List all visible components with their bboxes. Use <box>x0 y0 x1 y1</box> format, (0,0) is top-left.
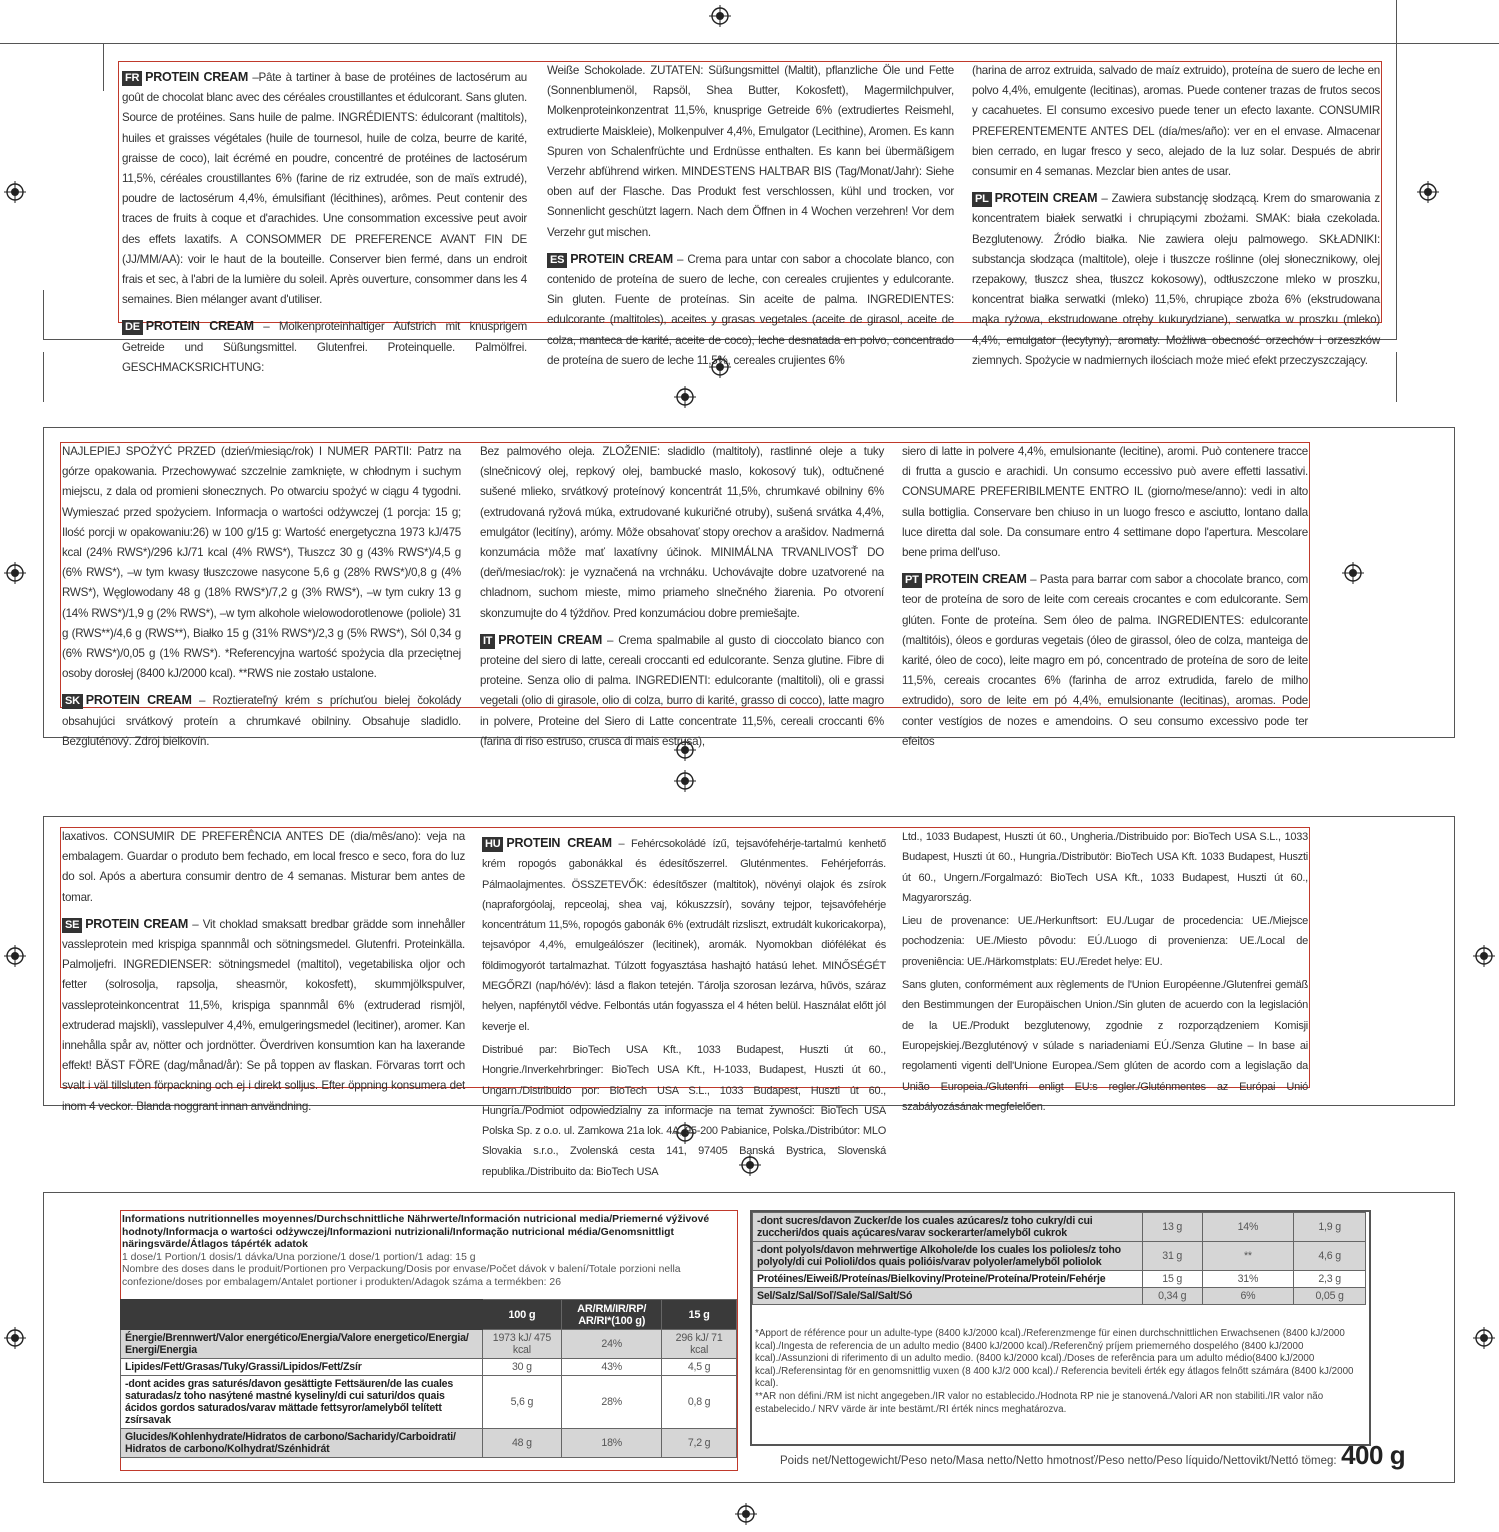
cut-line <box>103 43 104 91</box>
cut-line <box>1396 352 1397 402</box>
value-15g: 4,5 g <box>662 1359 737 1376</box>
nutrition-row <box>121 1359 737 1376</box>
text-paragraph <box>902 827 1308 908</box>
value-15g: 296 kJ/ 71 kcal <box>662 1330 737 1359</box>
registration-mark-icon <box>674 386 696 408</box>
language-badge: DE <box>122 320 143 335</box>
product-title: PROTEIN CREAM <box>570 251 673 266</box>
paragraph-text: Sans gluten, conformément aux règlements de l'Union Européenne./Glutenfrei gemäß den Bestimmungen der Europäischen Union./Sin gluten de acuerdo con la legislación de la UE./Produkt bezglutenowy, zgodnie z rozporządzeniem Komisji Europejskiej./Bezgluténový v súlade s nariadeniami EÚ./Senza Glutine – In base ai regolamenti vigenti dell'Unione Europea./Sem glúten de acordo com a legislação da União Europeia./Glutenfri enligt EU:s regler./Gluténmentes az Európai Unió szabályozásának megfelelően. <box>902 979 1308 1113</box>
nutrient-label: Lipides/Fett/Grasas/Tuky/Grassi/Lipidos/Fett/Zsír <box>121 1359 483 1376</box>
cut-line <box>1396 44 1397 339</box>
cut-line <box>43 1192 1455 1193</box>
registration-mark-icon <box>735 1503 757 1525</box>
paragraph-text: – Roztierateľný krém s príchuťou bielej čokolády obsahujúci srvátkový proteín a chrumkavé obilniny. Obsahuje sladidlo. Bezgluténový. Zdroj bielkovín. <box>62 694 461 748</box>
nutrient-label: -dont polyols/davon mehrwertige Alkohole/de los cuales los polioles/z toho polyoly/di cui Polioli/dos quais polióis/varav polyoler/amelyből poliolok <box>753 1242 1143 1271</box>
text-paragraph <box>972 188 1380 371</box>
paragraph-text: – Pasta para barrar com sabor a chocolate branco, com teor de proteína de soro de leite com cereais crocantes e com edulcorante. Sem glúten. Fonte de proteína. Sem óleo de palma. INGREDIENTES: edulcorante (maltitóis), óleos e gorduras vegetais (óleo de girassol, óleo de colza, manteiga de karité, óleo de coco), leite magro em pó, concentrado de proteína de soro de leite 11,5%, cereais crocantes 6% (farinha de arroz extrudida, farelo de milho extrudido), soro de leite em pó 4,4%, emulsionante (lecitinas), aromas. Pode conter vestígios de nozes e amendoins. O seu consumo excessivo pode ter efeitos <box>902 573 1308 748</box>
value-100g: 5,6 g <box>482 1376 562 1429</box>
paragraph-text: (harina de arroz extruida, salvado de maíz extruido), proteína de suero de leche en polvo 4,4%, emulgente (lecitinas), aromas. Puede contener trazas de frutos secos y cacahuetes. El consumo excesivo puede tener un efecto laxante. CONSUMIR PREFERENTEMENTE ANTES DEL (día/mes/año): ver en el envase. Almacenar bien cerrado, en lugar fresco y seco, alejado de la luz solar. Después de abrir consumir en 4 semanas. Mezclar bien antes de usar. <box>972 64 1380 179</box>
registration-mark-icon <box>4 562 26 584</box>
net-weight-label: Poids net/Nettogewicht/Peso neto/Masa netto/Netto hmotnosť/Peso netto/Peso líquido/Nettovikt/Nettó tömeg: <box>780 1455 1337 1467</box>
value-100g: 31 g <box>1142 1242 1202 1271</box>
value-ri: ** <box>1202 1242 1294 1271</box>
registration-mark-icon <box>4 181 26 203</box>
product-title: PROTEIN CREAM <box>85 916 189 931</box>
nutrition-row <box>121 1376 737 1429</box>
language-badge: IT <box>480 634 495 649</box>
registration-mark-icon <box>709 5 731 27</box>
value-15g: 4,6 g <box>1294 1242 1366 1271</box>
value-ri: 31% <box>1202 1271 1294 1288</box>
value-100g: 30 g <box>482 1359 562 1376</box>
nutrition-row <box>753 1288 1366 1305</box>
value-15g: 2,3 g <box>1294 1271 1366 1288</box>
language-badge: ES <box>547 253 567 268</box>
nutrition-header-100g: 100 g <box>482 1300 562 1330</box>
text-paragraph <box>902 569 1308 752</box>
language-badge: PL <box>972 192 992 207</box>
language-badge: HU <box>482 837 503 852</box>
nutrition-row <box>753 1213 1366 1242</box>
text-paragraph <box>62 914 465 1117</box>
footnote-ri-not-defined: **AR non défini./RM ist nicht angegeben./IR valor no establecido./Hodnota RP nie je stanovená./Valori AR non stabiliti./IR valor não estabelecido./ NRV värde är inte bestämt./RI érték nincs meghatározva. <box>755 1390 1324 1415</box>
net-weight <box>780 1440 1406 1471</box>
value-15g: 0,05 g <box>1294 1288 1366 1305</box>
language-badge: SE <box>62 918 82 933</box>
cut-line <box>0 43 1499 44</box>
paragraph-text: Ltd., 1033 Budapest, Huszti út 60., Ungheria./Distribuido por: BioTech USA S.L., 1033 Budapest, Huszti út 60., Hungria./Distributör: BioTech USA Kft. 1033 Budapest, Huszti út 60., Ungern./Forgalmazó: BioTech USA Kft., 1033 Budapest, Huszti út 60., Magyarország. <box>902 831 1308 904</box>
panel3-column-3 <box>902 827 1308 1113</box>
cut-line <box>43 290 44 340</box>
text-paragraph <box>62 690 461 752</box>
nutrition-row <box>121 1330 737 1359</box>
cut-line <box>43 1192 44 1482</box>
paragraph-text: – Fehércsokoládé ízű, tejsavófehérje-tartalmú kenhető krém ropogós gabonákkal és édesítőszerrel. Gluténmentes. Fehérjeforrás. Pálmaolajmentes. ÖSSZETEVŐK: édesítőszer (maltitok), növényi olajok és zsírok (napraforgóolaj, repceolaj, shea vaj, kókuszzsír), sovány tejpor, tejsavófehérje koncentrátum 11,5%, ropogós gabonák 6% (extrudált rizsliszt, extrudált kukoricakorpa), tejsavópor 4,4%, emulgeálószer (lecitinek), aromák. Nyomokban diófélékat és földimogyorót tartalmazhat. Túlzott fogyasztása hashajtó hatású lehet. MINŐSÉGÉT MEGŐRZI (nap/hó/év): lásd a flakon tetején. Tárolja szorosan lezárva, hűvös, száraz helyen, napfénytől védve. Felbontás után fogyassza el 4 héten belül. Használat előtt jól keverje el. <box>482 838 886 1033</box>
cut-line <box>43 427 44 737</box>
paragraph-text: Lieu de provenance: UE./Herkunftsort: EU./Lugar de procedencia: UE./Miejsce pochodzenia: UE./Miesto pôvodu: EÚ./Luogo di provenienza: UE./Local de proveniência: UE./Härkomstplats: EU./Eredet helye: EU. <box>902 915 1308 968</box>
nutrition-rows-right <box>753 1213 1366 1305</box>
language-badge: PT <box>902 573 922 588</box>
paragraph-text: – Crema spalmabile al gusto di cioccolato bianco con proteine del siero di latte, cereali croccanti ed edulcorante. Senza glutine. Fibre di proteine. Senza olio di palma. INGREDIENTI: edulcorante (maltitoli), oli e grassi vegetali (olio di girasole, olio di colza, burro di karité, grasso di cocco), latte magro in polvere, Proteine del Siero di Latte concentrate 11,5%, cereali croccanti 6% (farina di riso estruso, crusca di mais estrusa), <box>480 633 884 748</box>
value-ri: 43% <box>562 1359 662 1376</box>
panel2-column-3 <box>902 442 1308 748</box>
text-paragraph <box>482 833 886 1037</box>
nutrient-label: Sel/Salz/Sal/Soľ/Sale/Sal/Salt/Só <box>753 1288 1143 1305</box>
panel1-column-3 <box>972 61 1380 367</box>
product-title: PROTEIN CREAM <box>145 319 254 334</box>
nutrition-header-ri: AR/RM/IR/RP/ AR/RI*(100 g) <box>562 1300 662 1330</box>
nutrition-intro <box>122 1214 734 1289</box>
registration-mark-icon <box>1342 562 1364 584</box>
value-15g: 0,8 g <box>662 1376 737 1429</box>
paragraph-text: –Pâte à tartiner à base de protéines de lactosérum au goût de chocolat blanc avec des céréales croustillantes et édulcorant. Sans gluten. Source de protéines. Sans huile de palme. INGRÉDIENTS: édulcorant (maltitols), huiles et graisses végétales (huile de tournesol, huile de colza, beurre de karité, graisse de coco), lait écrémé en poudre, concentré de protéines de lactosérum 11,5%, céréales croustillantes 6% (farine de riz extrudée, son de maïs extrudé), poudre de lactosérum 4,4%, émulsifiant (lécithines), arômes. Peut contenir des traces de fruits à coque et d'arachides. Une consommation excessive peut avoir des effets laxatifs. A CONSOMMER DE PREFERENCE AVANT FIN DE (JJ/MM/AA): voir le haut de la bouteille. Conserver bien fermé, dans un endroit frais et sec, à l'abri de la lumière du soleil. Après ouverture, consommer dans les 4 semaines. Bien mélanger avant d'utiliser. <box>122 71 527 307</box>
paragraph-text: Weiße Schokolade. ZUTATEN: Süßungsmittel (Maltit), pflanzliche Öle und Fette (Sonnenblumenöl, Rapsöl, Shea Butter, Kokosfett), Magermilchpulver, Molkenproteinkonzentrat 11,5%, knusprige Getreide 6% (extrudiertes Reismehl, extrudierte Maiskleie), Molkenpulver 4,4%, Emulgator (Lecithine), Aromen. Es kann Spuren von Schalenfrüchte und Erdnüsse enthalten. Es kann bei übermäßigem Verzehr abführend wirken. MINDESTENS HALTBAR BIS (Tag/Monat/Jahr): Siehe oben auf der Flasche. Das Produkt fest verschlossen, kühl und trocken, vor Sonnenlicht geschützt lagern. Nach dem Öffnen in 4 Wochen verzehren! Vor dem Verzehr gut mischen. <box>547 64 954 239</box>
registration-mark-icon <box>4 1327 26 1349</box>
panel2-column-2 <box>480 442 884 748</box>
net-weight-value: 400 g <box>1341 1440 1406 1470</box>
nutrition-dose: 1 dose/1 Portion/1 dosis/1 dávka/Una porzione/1 dose/1 portion/1 adag: 15 g <box>122 1251 476 1263</box>
text-paragraph <box>122 316 527 378</box>
cut-line <box>1454 1192 1455 1482</box>
value-100g: 48 g <box>482 1429 562 1458</box>
product-title: PROTEIN CREAM <box>506 836 612 850</box>
nutrition-footnotes <box>755 1328 1365 1416</box>
value-15g: 1,9 g <box>1294 1213 1366 1242</box>
paragraph-text: – Vit choklad smaksatt bredbar grädde som innehåller vassleprotein med krispiga spannmål och sötningsmedel. Glutenfri. Proteinkälla. Palmoljefri. INGREDIENSER: sötningsmedel (maltitol), vegetabiliska oljor och fetter (solrosolja, rapsolja, sheasmör, kokosfett), skummjölkspulver, vassleproteinkoncentrat 11,5%, krispiga spannmål 6% (extruderad rismjöl, extruderad majskli), vasslepulver 4,4%, emulgeringsmedel (lecitiner), aromer. Kan innehålla spår av, nötter och jordnötter. Överdriven konsumtion kan ha laxerande effekt! BÄST FÖRE (dag/månad/år): Se på toppen av flaskan. Förvaras torrt och svalt i väl tillsluten förpackning och ej i direkt solljus. Efter öppning konsumera det inom 4 veckor. Blanda noggrant innan användning. <box>62 917 465 1113</box>
paragraph-text: siero di latte in polvere 4,4%, emulsionante (lecitine), aromi. Può contenere tracce di frutta a guscio e arachidi. Un consumo eccessivo può avere effetti lassativi. CONSUMARE PREFERIBILMENTE ENTRO IL (giorno/mese/anno): vedi in alto sulla bottiglia. Conservare ben chiuso in un luogo fresco e asciutto, lontano dalla luce diretta dal sole. Da consumare entro 4 settimane dopo l'apertura. Mescolare bene prima dell'uso. <box>902 445 1308 560</box>
nutrient-label: Glucides/Kohlenhydrate/Hidratos de carbono/Sacharidy/Carboidrati/ Hidratos de carbono/Kolhydrat/Szénhidrát <box>121 1429 483 1458</box>
paragraph-text: – Crema para untar con sabor a chocolate blanco, con contenido de proteína de suero de leche, con cereales crujientes y edulcorante. Sin gluten. Fuente de proteínas. Sin aceite de palma. INGREDIENTES: edulcorante (maltitoles), aceites y grasas vegetales (aceite de girasol, aceite de colza, manteca de karité, aceite de coco), leche desnatada en polvo, concentrado de proteína de suero de leche 11,5%, cereales crujientes 6% <box>547 252 954 367</box>
text-paragraph <box>902 975 1308 1117</box>
paragraph-text: – Molkenproteinhaltiger Aufstrich mit knusprigem Getreide und Süßungsmittel. Glutenfrei. Proteinquelle. Palmölfrei. GESCHMACKSRICHTUNG: <box>122 320 527 374</box>
nutrition-table-left <box>120 1299 737 1458</box>
text-paragraph <box>972 61 1380 182</box>
text-paragraph <box>902 442 1308 563</box>
paragraph-text: NAJLEPIEJ SPOŻYĆ PRZED (dzień/miesiąc/rok) I NUMER PARTII: Patrz na górze opakowania. Przechowywać szczelnie zamknięte, w chłodnym i suchym miejscu, z dala od promieni słonecznych. Po otwarciu spożyć w ciągu 4 tygodni. Wymieszać przed spożyciem. Informacja o wartości odżywczej (1 porcja: 15 g; Ilość porcji w opakowaniu:26) w 100 g/15 g: Wartość energetyczna 1973 kJ/475 kcal (24% RWS*)/296 kJ/71 kcal (4% RWS*), Tłuszcz 30 g (43% RWS*)/4,5 g (6% RWS*), –w tym kwasy tłuszczowe nasycone 5,6 g (28% RWS*)/0,8 g (4% RWS*), Węglowodany 48 g (18% RWS*)/7,2 g (3% RWS*), –w tym cukry 13 g (14% RWS*)/1,9 g (2% RWS*), –w tym alkohole wielowodorotlenowe (poliole) 31 g (RWS**)/4,6 g (RWS**), Białko 15 g (31% RWS*)/2,3 g (5% RWS*), Sól 0,34 g (6% RWS*)/0,05 g (1% RWS*). *Referencyjna wartość spożycia dla przeciętnej osoby dorosłej (8400 kJ/2000 kcal). **RWS nie zostało ustalone. <box>62 445 461 681</box>
nutrition-row <box>753 1242 1366 1271</box>
registration-mark-icon <box>674 770 696 792</box>
nutrient-label: -dont acides gras saturés/davon gesättigte Fettsäuren/de las cuales saturadas/z toho nasýtené mastné kyseliny/di cui saturi/dos quais ácidos gordos saturados/varav mättade fettsyror/amelyből telített zsírsavak <box>121 1376 483 1429</box>
value-100g: 1973 kJ/ 475 kcal <box>482 1330 562 1359</box>
cut-line <box>1454 816 1455 1106</box>
text-paragraph <box>62 827 465 908</box>
value-ri: 6% <box>1202 1288 1294 1305</box>
cut-line <box>43 816 1455 817</box>
value-ri: 18% <box>562 1429 662 1458</box>
nutrition-header-blank <box>121 1300 483 1330</box>
text-paragraph <box>902 911 1308 972</box>
text-paragraph <box>480 630 884 752</box>
cut-line <box>1396 0 1397 44</box>
registration-mark-icon <box>4 945 26 967</box>
paragraph-text: Distribué par: BioTech USA Kft., 1033 Budapest, Huszti út 60., Hongrie./Inverkehrbringer: BioTech USA Kft., H-1033, Budapest, Huszti út 60., Ungarn./Distribuido por: BioTech USA S.L., 1033 Budapest, Huszti út 60., Hungría./Podmiot odpowiedzialny za informacje na temat żywności: BioTech USA Polska Sp. z o.o. ul. Zamkowa 21a lok. 4A, 95-200 Pabianice, Polska./Distribútor: MLO Slovakia s.r.o., Zvolenská cesta 141, 97405 Banská Bystrica, Slovenská republika./Distribuito da: BioTech USA <box>482 1043 886 1178</box>
product-title: PROTEIN CREAM <box>498 632 602 647</box>
nutrition-row <box>121 1429 737 1458</box>
cut-line <box>43 1482 1455 1483</box>
nutrition-header-15g: 15 g <box>662 1300 737 1330</box>
product-title: PROTEIN CREAM <box>924 572 1027 587</box>
product-title: PROTEIN CREAM <box>145 70 249 84</box>
text-paragraph <box>62 442 461 684</box>
language-badge: SK <box>62 694 83 709</box>
nutrient-label: -dont sucres/davon Zucker/de los cuales azúcares/z toho cukry/di cui zuccheri/dos quais açúcares/varav sockerarter/amelyből cukrok <box>753 1213 1143 1242</box>
footnote-reference-intake: *Apport de référence pour un adulte-type (8400 kJ/2000 kcal)./Referenzmenge für einen durchschnittlichen Erwachsenen (8400 kJ/2000 kcal)./Ingesta de referencia de un adulto medio (8400 kJ/2000 kcal)./Referenčný príjem priemerného dospelého (8400 kJ/2000 kcal)./Assunzioni di riferimento di un adulto medio. (8400 kJ/2000 kcal)./Doses de referência para um adulto médio(8400 kJ/2000 kcal)./Referensintag för en genomsnittlig vuxen (8 400 kJ/2 000 kcal)./ Referencia beviteli érték egy átlagos felnőtt számára (8400 kJ/2000 kcal). <box>755 1328 1354 1390</box>
text-paragraph <box>122 67 527 310</box>
nutrition-row <box>753 1271 1366 1288</box>
nutrient-label: Protéines/Eiweiß/Proteínas/Bielkoviny/Proteine/Proteína/Protein/Fehérje <box>753 1271 1143 1288</box>
cut-line <box>1454 427 1455 737</box>
paragraph-text: Bez palmového oleja. ZLOŽENIE: sladidlo (maltitoly), rastlinné oleje a tuky (slnečnicový olej, repkový olej, bambucké maslo, kokosový tuk), odtučnené sušené mlieko, srvátkový proteínový koncentrát 11,5%, chrumkavé obilniny 6% (extrudovaná ryžová múka, extrudované kukuričné otruby), sušená srvátka 4,4%, emulgátor (lecitíny), arómy. Môže obsahovať stopy orechov a arašidov. Nadmerná konzumácia môže mať laxatívny účinok. MINIMÁLNA TRVANLIVOSŤ DO (deň/mesiac/rok): je vyznačená na vrchnáku. Uchovávajte dobre uzatvorené na chladnom, suchom mieste, mimo priameho slnečného žiarenia. Po otvorení skonzumujte do 4 týždňov. Pred konzumáciou dobre premiešajte. <box>480 445 884 620</box>
value-15g: 7,2 g <box>662 1429 737 1458</box>
value-100g: 0,34 g <box>1142 1288 1202 1305</box>
panel1-column-2 <box>547 61 954 367</box>
language-badge: FR <box>122 71 142 86</box>
value-ri: 28% <box>562 1376 662 1429</box>
nutrient-label: Énergie/Brennwert/Valor energético/Energia/Valore energetico/Energia/ Energi/Energia <box>121 1330 483 1359</box>
nutrition-count: Nombre des doses dans le produit/Portionen pro Verpackung/Dosis por envase/Počet dávok v balení/Totale porzioni nella confezione/doses por embalagem/Antalet portioner i produkten/Adagok száma a termékben: 26 <box>122 1264 681 1288</box>
text-paragraph <box>547 249 954 371</box>
value-ri: 14% <box>1202 1213 1294 1242</box>
registration-mark-icon <box>1473 1327 1495 1349</box>
paragraph-text: laxativos. CONSUMIR DE PREFERÊNCIA ANTES DE (dia/mês/ano): veja na embalagem. Guardar o produto bem fechado, em local fresco e seco, fora do luz do sol. Após a abertura consumir dentro de 4 semanas. Misturar bem antes de tomar. <box>62 830 465 904</box>
product-title: PROTEIN CREAM <box>994 191 1098 206</box>
nutrition-intro-title: Informations nutritionnelles moyennes/Durchschnittliche Nährwerte/Información nutricional media/Priemerné výživové hodnoty/Informacja o wartości odżywczej/Informazioni nutrizionali/Informação nutricional média/Genomsnittligt näringsvärde/Átlagos tápérték adatok <box>122 1214 710 1250</box>
panel1-column-1 <box>122 61 527 374</box>
paragraph-text: – Zawiera substancję słodzącą. Krem do smarowania z koncentratem białek serwatki i chrupiącymi zbożami. SMAK: biała czekolada. Bezglutenowy. Źródło białka. Nie zawiera oleju palmowego. SKŁADNIKI: substancja słodząca (maltitole), oleje i tłuszcze roślinne (olej słonecznikowy, olej rzepakowy, tłuszcz shea, tłuszcz kokosowy), odtłuszczone mleko w proszku, koncentrat białka serwatki (mleko) 11,5%, chrupiące zboża 6% (ekstrudowana mąka ryżowa, ekstrudowane otręby kukurydziane), serwatka w proszku (mleko) 4,4%, emulgator (lecytyny), aromaty. Możliwa obecność orzechów i orzeszków ziemnych. Spożycie w nadmiernych ilościach może mieć efekt przeczyszczający. <box>972 192 1380 367</box>
product-title: PROTEIN CREAM <box>85 693 192 708</box>
panel2-column-1 <box>62 442 461 748</box>
nutrition-table-right <box>752 1212 1366 1305</box>
cut-line <box>43 816 44 1106</box>
registration-mark-icon <box>1473 945 1495 967</box>
registration-mark-icon <box>1417 181 1439 203</box>
text-paragraph <box>547 61 954 243</box>
value-100g: 13 g <box>1142 1213 1202 1242</box>
cut-line <box>43 427 1455 428</box>
value-100g: 15 g <box>1142 1271 1202 1288</box>
cut-line <box>43 352 44 402</box>
panel3-column-1 <box>62 827 465 1113</box>
nutrition-rows-left <box>121 1330 737 1458</box>
value-ri: 24% <box>562 1330 662 1359</box>
panel3-column-2 <box>482 827 886 1178</box>
text-paragraph <box>480 442 884 624</box>
text-paragraph <box>482 1040 886 1182</box>
